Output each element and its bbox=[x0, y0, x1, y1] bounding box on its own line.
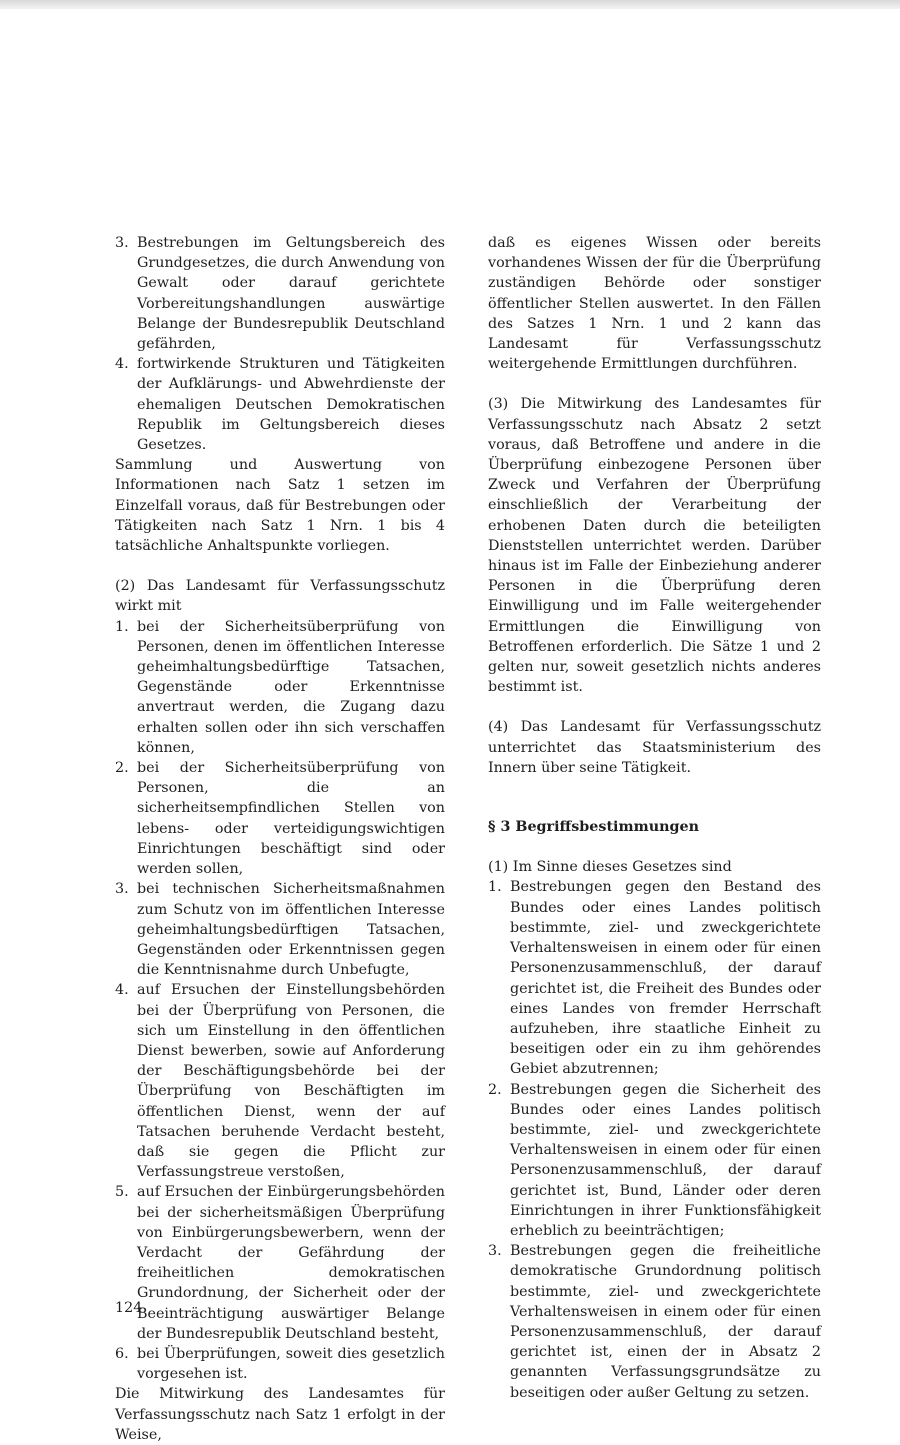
list-item bbox=[115, 354, 445, 455]
list-text: bei Überprüfungen, soweit dies gesetzlich vorgesehen ist. bbox=[137, 1345, 445, 1383]
list-number: 3. bbox=[115, 235, 129, 251]
section-heading: § 3 Begriffsbestimmungen bbox=[488, 819, 700, 836]
list-item bbox=[488, 877, 821, 1079]
paragraph-section-3: (3) Die Mitwirkung des Landesamtes für Verfassungsschutz nach Absatz 2 setzt voraus, daß Betroffene und andere in die Überprüfung einbezogene Personen über Zweck und Verfahren der Überprüfung einschließlich der Verarbeitung der erhobenen Daten durch die beteiligten Dienststellen unterrichtet werden. Darüber hinaus ist im Falle der Einbeziehung anderer Personen in die Überprüfung deren Einwilligung und im Falle weitergehender Ermittlungen die Einwilligung von Betroffenen erforderlich. Die Sätze 1 und 2 gelten nur, soweit gesetzlich nichts anderes bestimmt ist. bbox=[488, 396, 821, 696]
right-column bbox=[488, 233, 821, 1403]
list-item bbox=[115, 1182, 445, 1344]
list-number: 3. bbox=[488, 1243, 502, 1260]
list-number: 1. bbox=[115, 618, 129, 635]
list-item bbox=[115, 1344, 445, 1384]
list-item bbox=[115, 980, 445, 1182]
list-text: bei technischen Sicherheitsmaßnahmen zum Schutz von im öffentlichen Interesse geheimhaltungsbedürftigen Tatsachen, Gegenständen oder Erkenntnissen gegen die Kenntnisnahme durch Unbefugte, bbox=[137, 881, 445, 979]
paragraph-definitions-intro: (1) Im Sinne dieses Gesetzes sind bbox=[488, 859, 732, 876]
page-number: 124 bbox=[115, 1300, 143, 1316]
list-text: bei der Sicherheitsüberprüfung von Personen, die an sicherheitsempfindlichen Stellen von lebens- oder verteidigungswichtigen Einrichtungen beschäftigt sind oder werden sollen, bbox=[137, 760, 445, 878]
list-number: 4. bbox=[115, 356, 129, 373]
scan-top-edge bbox=[0, 0, 900, 9]
list-number: 4. bbox=[115, 982, 129, 999]
list-number: 2. bbox=[115, 760, 129, 777]
list-item bbox=[115, 617, 445, 758]
paragraph-section-2: (2) Das Landesamt für Verfassungsschutz wirkt mit bbox=[115, 578, 445, 615]
list-text: Bestrebungen gegen die freiheitliche demokratische Grundordnung politisch bestimmte, ziel- und zweckgerichtete Verhaltensweisen in einem oder für einen Personenzusammenschluß, der darauf gerichtet ist, einen der in Absatz 2 genannten Verfassungsgrundsätze zu beseitigen oder außer Geltung zu setzen. bbox=[510, 1243, 821, 1401]
list-text: bei der Sicherheitsüberprüfung von Personen, denen im öffentlichen Interesse geheimhaltungsbedürftige Tatsachen, Gegenstände oder Erkenntnisse anvertraut werden, die Zugang dazu erhalten sollen oder ihn sich verschaffen können, bbox=[137, 618, 445, 756]
list-text: auf Ersuchen der Einbürgerungsbehörden bei der sicherheitsmäßigen Überprüfung von Einbürgerungsbewerbern, wenn der Verdacht der Gefährdung der freiheitlichen demokratischen Grundordnung, der Sicherheit oder der Beeinträchtigung auswärtiger Belange der Bundesrepublik Deutschland besteht, bbox=[137, 1184, 445, 1342]
paragraph: daß es eigenes Wissen oder bereits vorhandenes Wissen der für die Überprüfung zuständigen Behörde oder sonstiger öffentlicher Stellen auswertet. In den Fällen des Satzes 1 Nrn. 1 und 2 kann das Landesamt für Verfassungsschutz weitergehende Ermittlungen durchführen. bbox=[488, 235, 821, 373]
paragraph-section-4: (4) Das Landesamt für Verfassungsschutz unterrichtet das Staatsministerium des Innern über seine Tätigkeit. bbox=[488, 719, 821, 776]
left-column bbox=[115, 233, 445, 1445]
list-text: auf Ersuchen der Einstellungsbehörden bei der Überprüfung von Personen, die sich um Einstellung in den öffentlichen Dienst bewerben, sowie auf Anforderung der Beschäftigungsbehörde bei der Überprüfung von Beschäftigten im öffentlichen Dienst, wenn der auf Tatsachen beruhende Verdacht besteht, daß sie gegen die Pflicht zur Verfassungstreue verstoßen, bbox=[137, 982, 445, 1181]
list-number: 6. bbox=[115, 1345, 129, 1362]
list-item bbox=[488, 1241, 821, 1403]
list-text: Bestrebungen im Geltungsbereich des Grundgesetzes, die durch Anwendung von Gewalt oder darauf gerichtete Vorbereitungshandlungen auswärtige Belange der Bundesrepublik Deutschland gefährden, bbox=[137, 235, 445, 353]
paragraph: Die Mitwirkung des Landesamtes für Verfassungsschutz nach Satz 1 erfolgt in der Weise, bbox=[115, 1386, 445, 1443]
list-text: fortwirkende Strukturen und Tätigkeiten der Aufklärungs- und Abwehrdienste der ehemaligen Deutschen Demokratischen Republik im Geltungsbereich dieses Gesetzes. bbox=[137, 356, 445, 454]
list-number: 5. bbox=[115, 1184, 129, 1201]
list-number: 3. bbox=[115, 881, 129, 898]
list-text: Bestrebungen gegen die Sicherheit des Bundes oder eines Landes politisch bestimmte, ziel- und zweckgerichtete Verhaltensweisen in einem oder für einen Personenzusammenschluß, der darauf gerichtet ist, Bund, Länder oder deren Einrichtungen in ihrer Funktionsfähigkeit erheblich zu beeinträchtigen; bbox=[510, 1081, 821, 1239]
list-number: 1. bbox=[488, 879, 502, 896]
list-item bbox=[115, 879, 445, 980]
list-item bbox=[115, 233, 445, 354]
list-item bbox=[488, 1080, 821, 1242]
list-item bbox=[115, 758, 445, 879]
paragraph: Sammlung und Auswertung von Informationen nach Satz 1 setzen im Einzelfall voraus, daß für Bestrebungen oder Tätigkeiten nach Satz 1 Nrn. 1 bis 4 tatsächliche Anhaltspunkte vorliegen. bbox=[115, 457, 445, 555]
list-text: Bestrebungen gegen den Bestand des Bundes oder eines Landes politisch bestimmte, ziel- und zweckgerichtete Verhaltensweisen in einem oder für einen Personenzusammenschluß, der darauf gerichtet ist, die Freiheit des Bundes oder eines Landes von fremder Herrschaft aufzuheben, ihre staatliche Einheit zu beseitigen oder ein zu ihm gehörendes Gebiet abzutrennen; bbox=[510, 879, 821, 1078]
list-number: 2. bbox=[488, 1081, 502, 1098]
